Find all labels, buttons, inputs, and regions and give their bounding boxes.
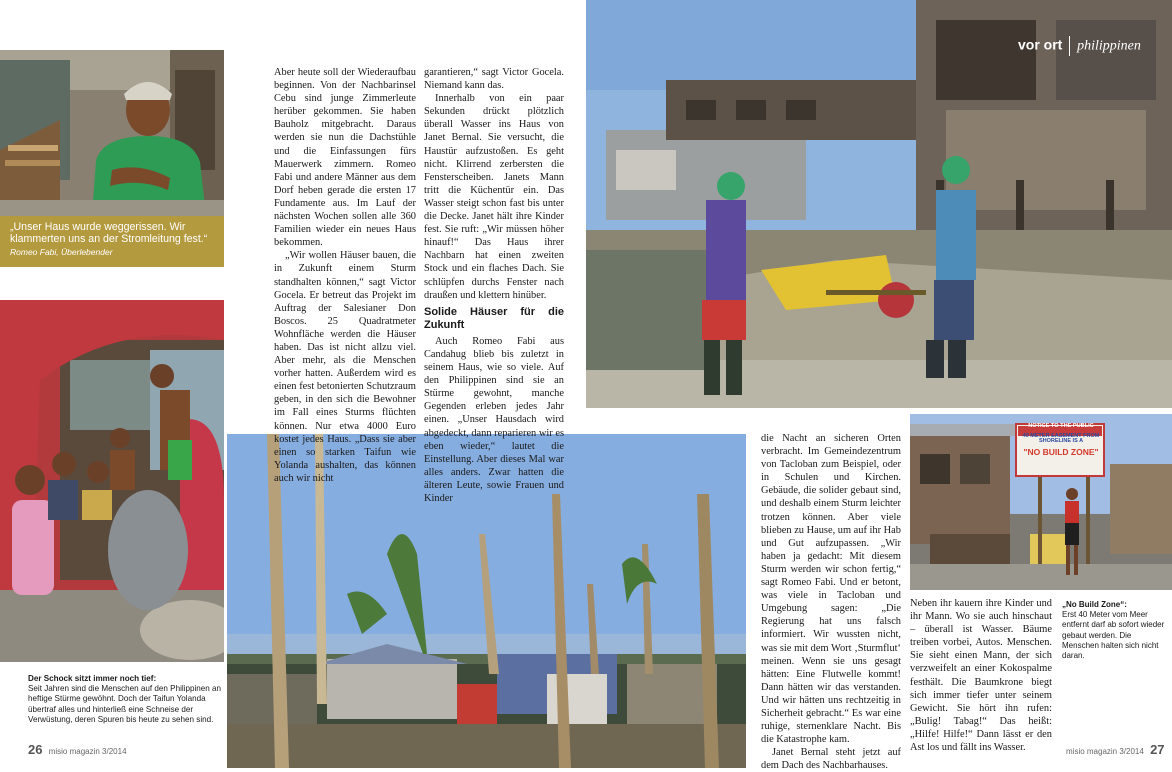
article-paragraph: garantieren,“ sagt Victor Gocela. Niemand kann das. xyxy=(424,67,564,92)
quote-box xyxy=(0,216,224,267)
section-header xyxy=(1018,36,1141,56)
caption-right-text: Erst 40 Meter vom Meer entfernt darf ab sofort wieder gebaut werden. Die Menschen halten sich nicht daran. xyxy=(1062,610,1165,661)
magazine-name-left: misio magazin 3/2014 xyxy=(48,747,127,756)
footer-left xyxy=(28,742,127,757)
sign-top: NOTICE TO THE PUBLIC xyxy=(1028,423,1094,429)
article-paragraph: Janet Bernal steht jetzt auf dem Dach des Nachbarhauses. xyxy=(761,747,901,772)
caption-left-text: Seit Jahren sind die Menschen auf den Philippinen an heftige Stürme gewöhnt. Doch der Taifun Yolanda übertraf alles und hinterließ eine Schneise der Verwüstung, deren Spuren bis heute zu sehen sind. xyxy=(28,684,222,724)
caption-left-title: Der Schock sitzt immer noch tief: xyxy=(28,674,157,683)
page-number-left: 26 xyxy=(28,742,43,757)
article-column-4 xyxy=(910,597,1052,754)
section-divider xyxy=(1069,36,1070,56)
caption-right-title: „No Build Zone“: xyxy=(1062,600,1127,609)
footer-right xyxy=(1066,742,1165,757)
article-paragraph: Neben ihr kauern ihre Kinder und ihr Mann. Wo sie auch hinschaut – überall ist Wasser. Bäume treiben vorbei, Autos. Menschen. Sie sieht einen Mann, der sich verzweifelt an einer Kokospalme festhält. Die Baumkrone biegt sich immer tiefer unter seinem Gewicht. Sie hört ihn rufen: „Bulig! Tabag!“ Das heißt: „Hilfe! Hilfe!“ Dann lässt er den Ast los und fällt ins Wasser. xyxy=(910,598,1052,754)
magazine-name-right: misio magazin 3/2014 xyxy=(1066,747,1144,756)
photo-children xyxy=(0,300,224,662)
page-number-right: 27 xyxy=(1150,742,1165,757)
article-paragraph: „Wir wollen Häuser bauen, die in Zukunft einem Sturm standhalten können,“ sagt Victor Gocela. Er betreut das Projekt im Auftrag der Salesianer Don Boscos. 25 Quadratmeter Wohnfläche werden die Häuser haben. Das ist nicht allzu viel. Aber mehr, als die Menschen vorher hatten. Außerdem wird es einen fest betonierten Schutzraum geben, in den sich die Bewohner im Fall eines Sturms flüchten können. Nur etwa 4000 Euro kostet jedes Haus. „Dass sie aber einen so starken Taifun wie Yolanda aushalten, das können auch wir nicht xyxy=(274,250,416,484)
caption-left xyxy=(28,674,224,725)
quote-text: „Unser Haus wurde weggerissen. Wir klammerten uns an der Stromleitung fest.“ xyxy=(10,221,208,246)
section-country: philippinen xyxy=(1077,38,1141,54)
photo-romeo-fabi xyxy=(0,50,224,216)
article-column-1 xyxy=(274,66,416,485)
section-label: vor ort xyxy=(1018,36,1063,53)
article-column-2 xyxy=(424,66,564,505)
sign-middle: 40 METER EASEMENT FROM SHORELINE IS A xyxy=(1022,432,1100,445)
sign-bottom: "NO BUILD ZONE" xyxy=(1023,446,1099,457)
no-build-sign xyxy=(1017,424,1105,456)
quote-author: Romeo Fabi, Überlebender xyxy=(10,246,113,257)
article-paragraph: Auch Romeo Fabi aus Candahug blieb bis zuletzt in seinem Haus, wie so viele. Auf den Philippinen sind sie an Stürme gewohnt, manche Gegenden erleben jedes Jahr einen. „Unser Hausdach wird abgedeckt, dann reparieren wir es eben wieder,“ lautet die Einstellung. Aber dieses Mal war alles anders. Zwar hatten die älteren Leute, sowie Frauen und Kinder xyxy=(424,335,564,504)
article-paragraph: Aber heute soll der Wiederaufbau beginnen. Von der Nachbarinsel Cebu sind junge Zimmerleute herüber gekommen. Sie haben Bauholz mitgebracht. Daraus werden sie nun die Dachstühle und die Einfassungen fürs Mauerwerk zimmern. Romeo Fabi und andere Männer aus dem Dorf heben gerade die ersten 17 Fundamente aus. Im Lauf der nächsten Wochen sollen alle 360 Familien wieder ein neues Haus bekommen. xyxy=(274,67,416,249)
article-subhead: Solide Häuser für die Zukunft xyxy=(424,305,564,331)
photo-workers-wheelbarrow xyxy=(586,0,1172,408)
article-paragraph: Innerhalb von ein paar Sekunden drückt plötzlich überall Wasser ins Haus von Janet Bernal. Sie versucht, die Haustür aufzustoßen. Es geht nicht. Klirrend zerbersten die Fensterscheiben. Janets Mann tritt die Küchentür ein. Das Wasser steigt schon fast bis unter die Decke. Janet hält ihre Kinder fest. Sie ruft: „Wir müssen höher hinauf!“ Das Haus ihrer Nachbarn hat einen zweiten Stock und ein flaches Dach. Sie schlüpfen durchs Fenster nach draußen und klettern hinüber. xyxy=(424,93,564,301)
article-column-3 xyxy=(761,432,901,772)
caption-right xyxy=(1062,600,1166,661)
article-paragraph: die Nacht an sicheren Orten verbracht. Im Gemeindezentrum von Tacloban zum Beispiel, oder in Schulen und Kirchen. Gebäude, die solider gebaut sind, und deshalb einem Sturm leichter trotzen können. Aber viele blieben zu Hause, um auf ihr Hab und Gut aufzupassen. „Wir haben ja gedacht: Mit diesem Sturm werden wir schon fertig,“ sagt Romeo Fabi. Und er betont, was viele in Tacloban und Umgebung sagen: „Die Regierung hat uns falsch informiert. Wir wussten nicht, was sie mit dem Wort ‚Sturmflut‘ meinen. Wenn sie uns gesagt hätten: Eine Flutwelle kommt! Dann hätten wir das verstanden. Und wir hätten uns rechtzeitig in Sicherheit gebracht.“ Es war eine ruhige, sternenklare Nacht. Bis die Katastrophe kam. xyxy=(761,433,901,746)
